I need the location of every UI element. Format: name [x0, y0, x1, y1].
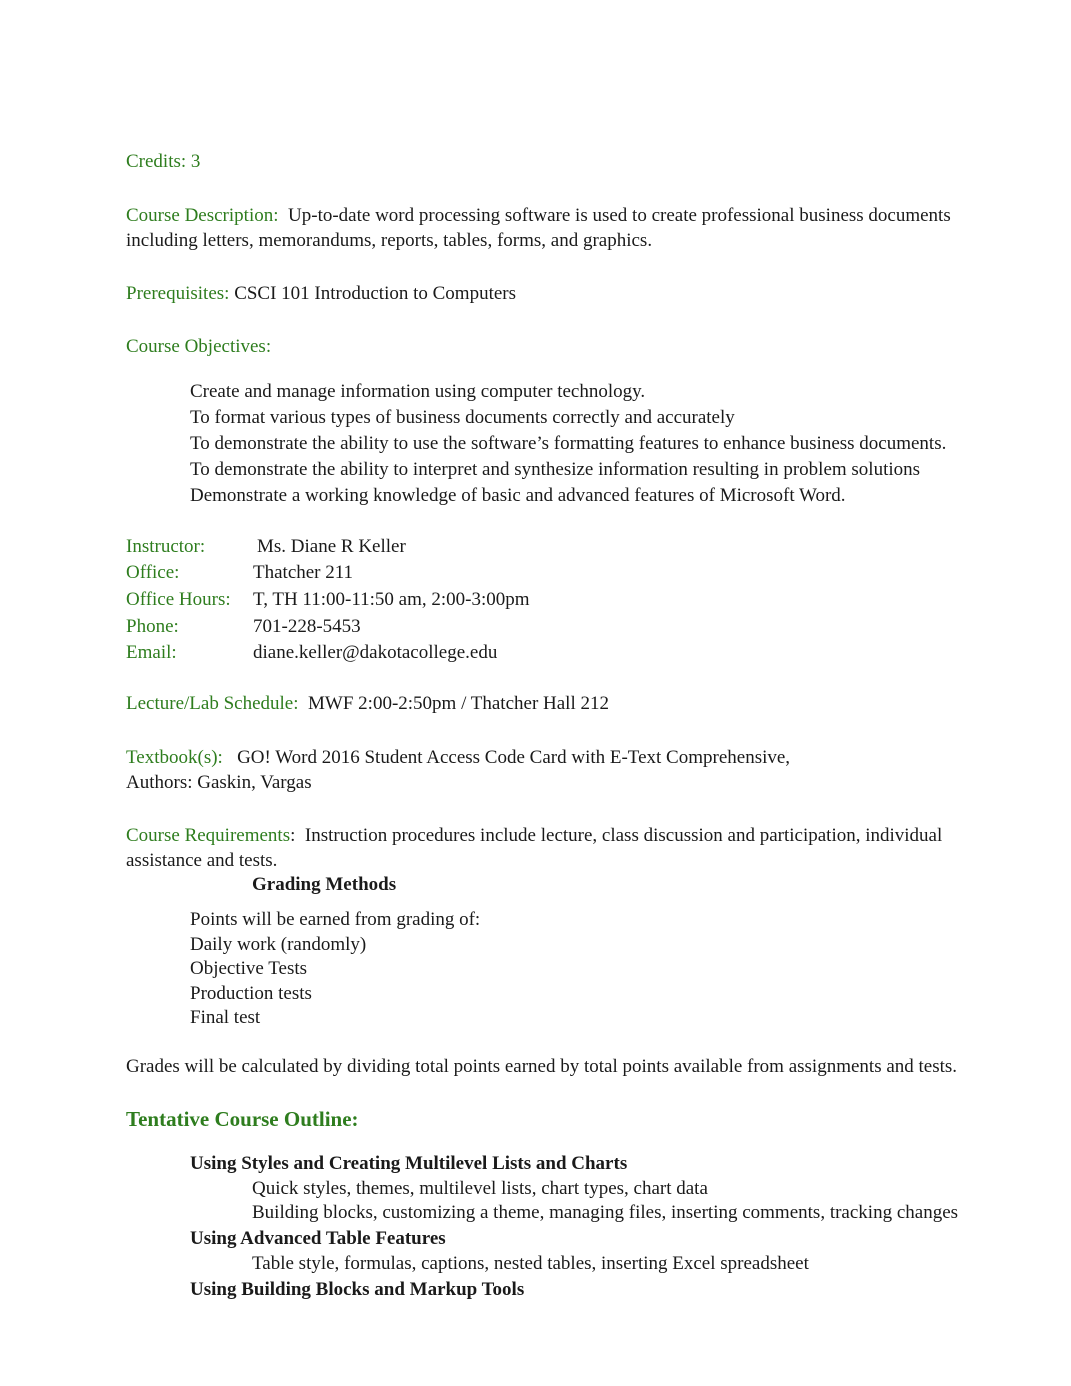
objective-item: To demonstrate the ability to interpret and synthesize information resulting in problem solutions: [190, 459, 921, 480]
office-hours-label: Office Hours:: [126, 589, 231, 610]
phone-value: 701-228-5453: [253, 616, 361, 637]
objectives-heading: Course Objectives:: [126, 336, 272, 357]
instructor-label: Instructor:: [126, 536, 206, 557]
email-value: diane.keller@dakotacollege.edu: [253, 642, 498, 663]
textbook-authors: Authors: Gaskin, Vargas: [126, 772, 312, 793]
course-outline-heading: Tentative Course Outline:: [126, 1107, 359, 1131]
instructor-value: Ms. Diane R Keller: [257, 536, 406, 557]
requirements-text-1: Instruction procedures include lecture, class discussion and participation, individual: [304, 825, 943, 846]
office-label: Office:: [126, 562, 180, 583]
grading-methods-heading: Grading Methods: [252, 874, 397, 895]
outline-section-title: Using Building Blocks and Markup Tools: [190, 1279, 525, 1300]
credits: Credits: 3: [126, 151, 201, 172]
lecture-lab-schedule: [126, 691, 609, 717]
objective-item: To demonstrate the ability to use the software’s formatting features to enhance business documents.: [190, 433, 947, 454]
prerequisites-label: Prerequisites:: [126, 283, 230, 304]
email-label: Email:: [126, 642, 177, 663]
schedule-value: MWF 2:00-2:50pm / Thatcher Hall 212: [308, 693, 609, 714]
course-description-text-1: Up-to-date word processing software is used to create professional business documents: [288, 205, 951, 226]
schedule-label: Lecture/Lab Schedule:: [126, 693, 299, 714]
course-requirements: [126, 823, 942, 849]
grading-item: Daily work (randomly): [190, 934, 367, 955]
grading-item: Final test: [190, 1007, 261, 1028]
office-hours-value: T, TH 11:00-11:50 am, 2:00-3:00pm: [253, 589, 530, 610]
grades-summary: Grades will be calculated by dividing total points earned by total points available from assignments and tests.: [126, 1056, 958, 1077]
grading-item: Points will be earned from grading of:: [190, 909, 481, 930]
outline-section-title: Using Advanced Table Features: [190, 1228, 446, 1249]
objective-item: Demonstrate a working knowledge of basic and advanced features of Microsoft Word.: [190, 485, 846, 506]
office-value: Thatcher 211: [253, 562, 354, 583]
prerequisites: [126, 281, 516, 307]
course-description-text-2: including letters, memorandums, reports, tables, forms, and graphics.: [126, 230, 653, 251]
requirements-text-2: assistance and tests.: [126, 850, 278, 871]
grading-item: Objective Tests: [190, 958, 308, 979]
course-description: [126, 203, 951, 229]
outline-topic: Table style, formulas, captions, nested tables, inserting Excel spreadsheet: [252, 1253, 809, 1274]
outline-section-title: Using Styles and Creating Multilevel Lists and Charts: [190, 1153, 628, 1174]
objective-item: To format various types of business documents correctly and accurately: [190, 407, 735, 428]
phone-label: Phone:: [126, 616, 179, 637]
requirements-colon: :: [290, 825, 296, 846]
outline-topic: Building blocks, customizing a theme, managing files, inserting comments, tracking changes: [252, 1202, 959, 1223]
course-description-label: Course Description:: [126, 205, 279, 226]
textbook-label: Textbook(s):: [126, 747, 223, 768]
requirements-label: Course Requirements: [126, 825, 291, 846]
textbook-title: GO! Word 2016 Student Access Code Card with E-Text Comprehensive,: [237, 747, 791, 768]
prerequisites-value: CSCI 101 Introduction to Computers: [234, 283, 517, 304]
grading-item: Production tests: [190, 983, 312, 1004]
textbook: [126, 745, 790, 771]
objective-item: Create and manage information using computer technology.: [190, 381, 646, 402]
outline-topic: Quick styles, themes, multilevel lists, chart types, chart data: [252, 1178, 708, 1199]
